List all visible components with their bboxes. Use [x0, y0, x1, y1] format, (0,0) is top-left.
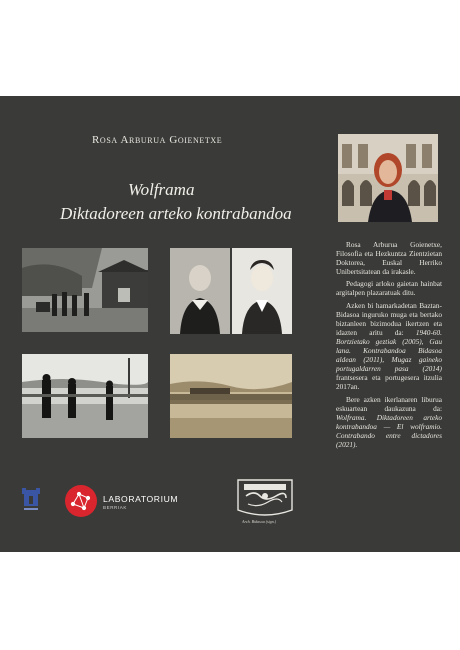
archive-emblem-icon: [232, 474, 298, 523]
book-back-cover: [0, 96, 460, 552]
publisher-name: LABORATORIUM: [103, 494, 179, 504]
photo-border-guards: [22, 354, 148, 438]
emblem-signature: Arch. Bidasoa (sign.): [242, 519, 277, 524]
bio-paragraph: Bere azken ikerlanaren liburua eskuartean daukazuna da: Wolframa. Diktadoreen arteko kontrabandoa — El wolframio. Contrabando entre dictadores (2021).: [336, 394, 442, 449]
author-photo: [338, 134, 438, 222]
bio-paragraph: Rosa Arburua Goienetxe, Filosofia eta Hezkuntza Zientzietan Doktorea, Euskal Herriko Unibertsitatean da irakasle.: [336, 240, 442, 277]
institution-logo-icon: [22, 484, 40, 519]
photo-historic-portraits: [170, 248, 292, 334]
book-subtitle: Diktadoreen arteko kontrabandoa: [60, 204, 292, 223]
author-biography: [336, 240, 442, 452]
bio-paragraph: Azken bi hamarkadetan Baztan-Bidasoa inguruko muga eta bertako biztanleen bizimodua ikertzen eta idazten aritu da: 1940-60. Bortzietako geztiak (2005), Gau lana. Kontrabandoa Bidasoa aldean (2011), Mugaz gaineko portugaldarren pasa (2014) frantsesera eta portugesera itzulia 2017an.: [336, 300, 442, 392]
laboratorium-logo-icon: [64, 484, 98, 523]
bio-paragraph: Pedagogi arloko gaietan hainbat argitalpen plazaratuak ditu.: [336, 279, 442, 298]
author-name: Rosa Arburua Goienetxe: [92, 134, 223, 146]
publisher-subtitle: BERRIAK: [103, 505, 127, 510]
photo-mine-workers: [22, 248, 148, 332]
book-title: Wolframa: [128, 180, 195, 199]
photo-bridge-postcard: [170, 354, 292, 438]
